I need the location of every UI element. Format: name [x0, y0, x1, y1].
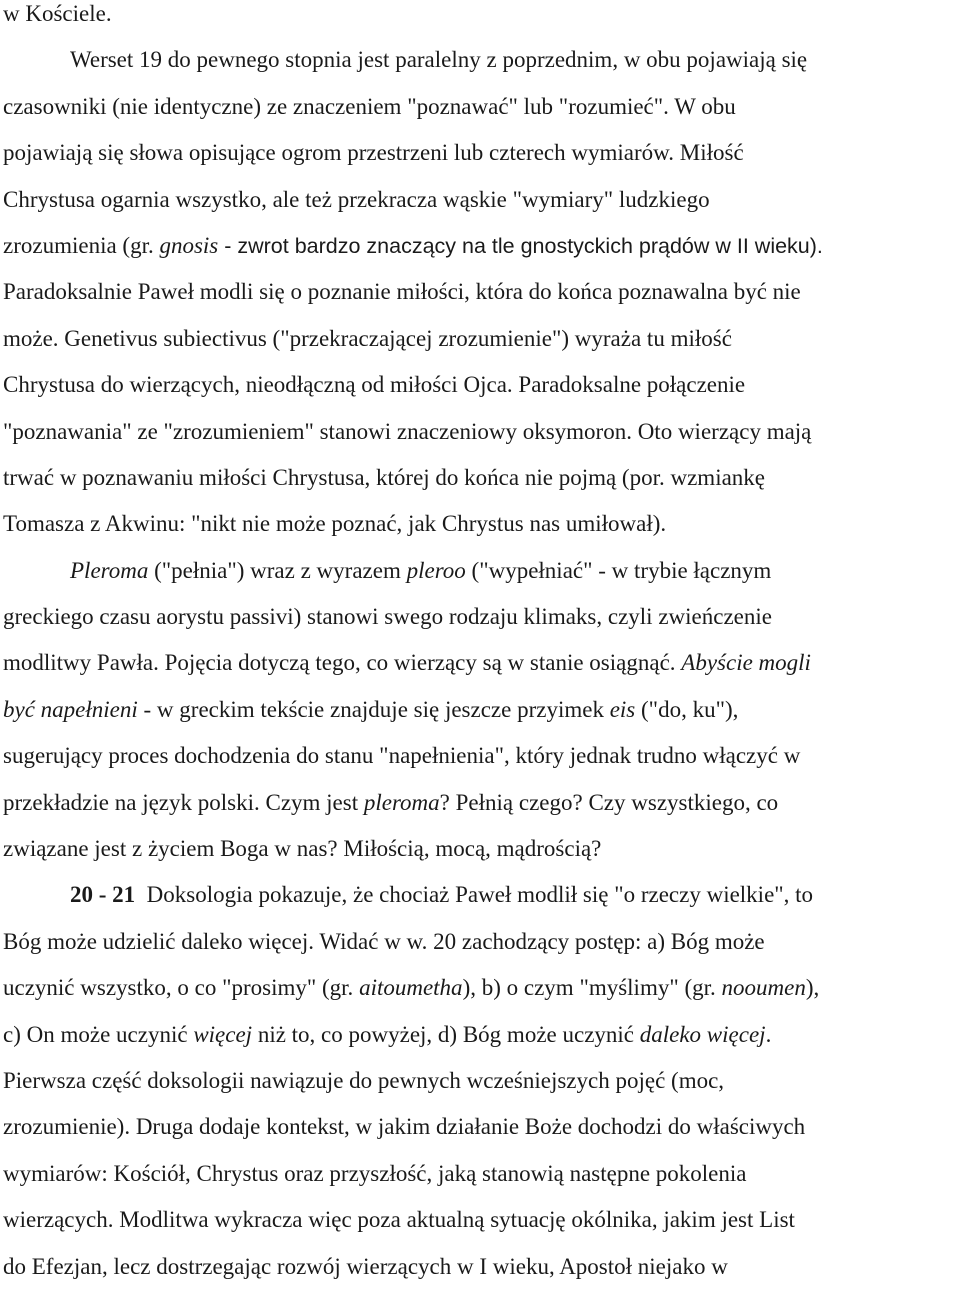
text-segment: - w greckim tekście znajduje się jeszcze przyimek — [137, 696, 610, 722]
text-line — [3, 594, 953, 640]
text-segment: może. Genetivus subiectivus ("przekraczającej zrozumienie") wyraża tu miłość — [3, 325, 732, 351]
text-segment: ("wypełniać" - w trybie łącznym — [465, 557, 772, 583]
text-segment: c) On może uczynić — [3, 1021, 194, 1047]
text-segment: ("pełnia") wraz z wyrazem — [148, 557, 407, 583]
text-segment: . — [765, 1021, 772, 1047]
text-line — [3, 965, 953, 1011]
text-line — [3, 269, 953, 315]
text-segment: ("do, ku"), — [635, 696, 739, 722]
text-line — [3, 1104, 953, 1150]
text-segment: ), b) o czym "myślimy" (gr. — [462, 975, 722, 1001]
text-segment: Doksologia pokazuje, że chociaż Paweł modlił się "o rzeczy wielkie", to — [135, 882, 814, 908]
text-segment: zrozumienie). Druga dodaje kontekst, w jakim działanie Boże dochodzi do właściwych — [3, 1114, 806, 1140]
text-segment: Werset 19 do pewnego stopnia jest paralelny z poprzednim, w obu pojawiają się — [70, 47, 808, 73]
text-line — [3, 640, 953, 686]
italic-term: pleroma — [363, 789, 440, 815]
italic-term: nooumen — [721, 975, 806, 1001]
text-line — [3, 501, 953, 547]
text-line — [3, 0, 953, 37]
text-segment: niż to, co powyżej, d) Bóg może uczynić — [252, 1021, 640, 1047]
text-line — [3, 37, 953, 83]
text-segment: wymiarów: Kościół, Chrystus oraz przyszłość, jaką stanowią następne pokolenia — [3, 1160, 747, 1186]
italic-term: daleko więcej — [639, 1021, 766, 1047]
document-page — [3, 0, 953, 1290]
text-segment: - zwrot bardzo znaczący na tle gnostyckich prądów w II wieku). — [218, 233, 823, 258]
text-segment: Paradoksalnie Paweł modli się o poznanie miłości, która do końca poznawalna być nie — [3, 279, 801, 305]
text-segment: Bóg może udzielić daleko więcej. Widać w w. 20 zachodzący postęp: a) Bóg może — [3, 928, 765, 954]
text-line — [3, 130, 953, 176]
text-segment: czasowniki (nie identyczne) ze znaczeniem "poznawać" lub "rozumieć". W obu — [3, 93, 736, 119]
text-segment: w Kościele. — [3, 1, 112, 26]
text-segment: Tomasza z Akwinu: "nikt nie może poznać, jak Chrystus nas umiłował). — [3, 511, 667, 537]
italic-term: aitoumetha — [359, 975, 463, 1001]
text-segment: Pierwsza część doksologii nawiązuje do pewnych wcześniejszych pojęć (moc, — [3, 1067, 725, 1093]
italic-term: Pleroma — [70, 557, 149, 583]
text-segment: sugerujący proces dochodzenia do stanu "napełnienia", który jednak trudno włączyć w — [3, 743, 801, 769]
text-line — [3, 780, 953, 826]
text-line — [3, 1197, 953, 1243]
italic-term: więcej — [193, 1021, 253, 1047]
text-segment: "poznawania" ze "zrozumieniem" stanowi znaczeniowy oksymoron. Oto wierzący mają — [3, 418, 812, 444]
italic-term: być napełnieni — [3, 696, 138, 722]
text-line — [3, 84, 953, 130]
text-segment: trwać w poznawaniu miłości Chrystusa, której do końca nie pojmą (por. wzmiankę — [3, 464, 765, 490]
text-line — [3, 919, 953, 965]
italic-term: Abyście mogli — [681, 650, 811, 676]
text-segment: uczynić wszystko, o co "prosimy" (gr. — [3, 975, 360, 1001]
text-segment: pojawiają się słowa opisujące ogrom przestrzeni lub czterech wymiarów. Miłość — [3, 140, 744, 166]
text-line — [3, 733, 953, 779]
italic-term: gnosis — [159, 232, 219, 258]
text-line — [3, 872, 953, 918]
text-segment: do Efezjan, lecz dostrzegając rozwój wierzących w I wieku, Apostoł niejako w — [3, 1253, 728, 1279]
text-segment: ), — [805, 975, 820, 1001]
text-line — [3, 826, 953, 872]
text-line — [3, 687, 953, 733]
text-line — [3, 1151, 953, 1197]
text-line — [3, 1244, 953, 1290]
text-line — [3, 409, 953, 455]
text-segment: Chrystusa ogarnia wszystko, ale też przekracza wąskie "wymiary" ludzkiego — [3, 186, 710, 212]
italic-term: pleroo — [406, 557, 466, 583]
italic-term: eis — [609, 696, 636, 722]
text-segment: Chrystusa do wierzących, nieodłączną od miłości Ojca. Paradoksalne połączenie — [3, 372, 746, 398]
text-line — [3, 316, 953, 362]
text-segment: zrozumienia (gr. — [3, 232, 160, 258]
text-segment: związane jest z życiem Boga w nas? Miłością, mocą, mądrością? — [3, 836, 602, 862]
text-segment: przekładzie na język polski. Czym jest — [3, 789, 364, 815]
text-segment: modlitwy Pawła. Pojęcia dotyczą tego, co wierzący są w stanie osiągnąć. — [3, 650, 682, 676]
text-line — [3, 548, 953, 594]
text-line — [3, 1058, 953, 1104]
text-line — [3, 455, 953, 501]
text-line — [3, 223, 953, 269]
text-segment: greckiego czasu aorystu passivi) stanowi swego rodzaju klimaks, czyli zwieńczenie — [3, 604, 772, 630]
text-line — [3, 177, 953, 223]
text-segment: ? Pełnią czego? Czy wszystkiego, co — [439, 789, 779, 815]
text-line — [3, 1012, 953, 1058]
verse-reference: 20 - 21 — [70, 882, 136, 908]
text-line — [3, 362, 953, 408]
text-segment: wierzących. Modlitwa wykracza więc poza aktualną sytuację okólnika, jakim jest List — [3, 1207, 795, 1233]
